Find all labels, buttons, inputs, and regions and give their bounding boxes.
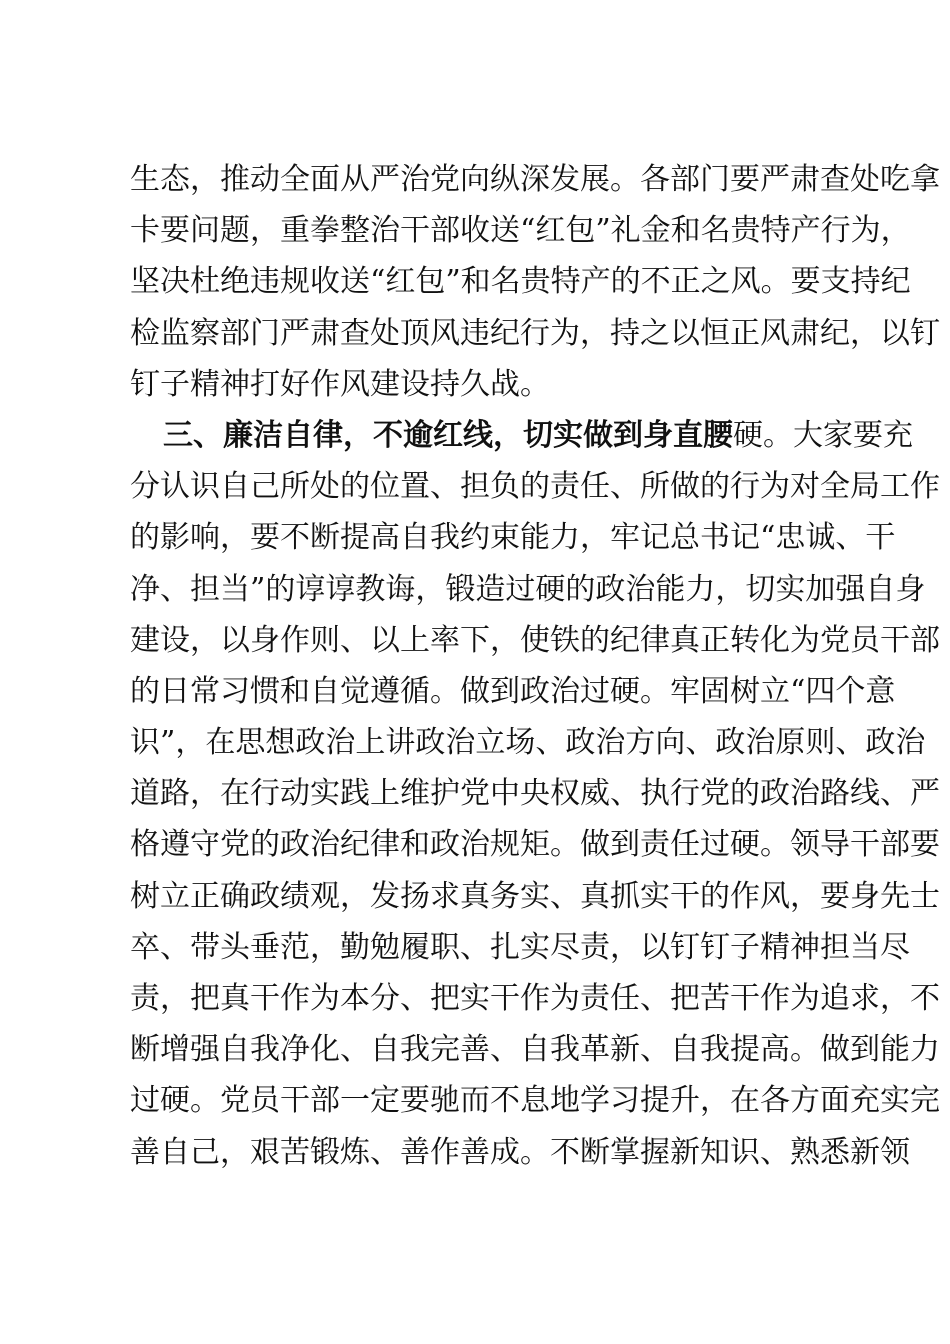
- text-line: 的日常习惯和自觉遵循。做到政治过硬。牢固树立“四个意: [130, 673, 896, 709]
- text-line: 识”，在思想政治上讲政治立场、政治方向、政治原则、政治: [130, 725, 926, 761]
- text-span: 硬。大家要充: [733, 417, 913, 453]
- text-line: 格遵守党的政治纪律和政治规矩。做到责任过硬。领导干部要: [130, 827, 940, 863]
- text-line: 道路，在行动实践上维护党中央权威、执行党的政治路线、严: [130, 776, 940, 812]
- text-line: 钉子精神打好作风建设持久战。: [130, 366, 550, 402]
- text-line: 生态，推动全面从严治党向纵深发展。各部门要严肃查处吃拿: [130, 162, 940, 197]
- text-line: 断增强自我净化、自我完善、自我革新、自我提高。做到能力: [130, 1032, 940, 1068]
- section-heading: 三、廉洁自律，不逾红线，切实做到身直腰: [163, 417, 733, 453]
- text-line: 善自己，艰苦锻炼、善作善成。不断掌握新知识、熟悉新领: [130, 1134, 910, 1170]
- text-line: 过硬。党员干部一定要驰而不息地学习提升，在各方面充实完: [130, 1083, 940, 1119]
- text-line: 分认识自己所处的位置、担负的责任、所做的行为对全局工作: [130, 469, 940, 505]
- section-heading-line: [130, 414, 913, 465]
- text-line: 的影响，要不断提高自我约束能力，牢记总书记“忠诚、干: [130, 520, 896, 556]
- text-line: 责，把真干作为本分、把实干作为责任、把苦干作为追求，不: [130, 981, 940, 1016]
- text-line: 卡要问题，重拳整治干部收送“红包”礼金和名贵特产行为，: [130, 213, 911, 249]
- text-line: 净、担当”的谆谆教诲，锻造过硬的政治能力，切实加强自身: [130, 571, 926, 607]
- text-line: 树立正确政绩观，发扬求真务实、真抓实干的作风，要身先士: [130, 878, 940, 914]
- document-page: [130, 158, 940, 1182]
- text-line: 建设，以身作则、以上率下，使铁的纪律真正转化为党员干部: [130, 622, 940, 658]
- text-line: 检监察部门严肃查处顶风违纪行为，持之以恒正风肃纪，以钉: [130, 315, 940, 351]
- text-line: 坚决杜绝违规收送“红包”和名贵特产的不正之风。要支持纪: [130, 264, 911, 300]
- text-line: 卒、带头垂范，勤勉履职、扎实尽责，以钉钉子精神担当尽: [130, 929, 910, 965]
